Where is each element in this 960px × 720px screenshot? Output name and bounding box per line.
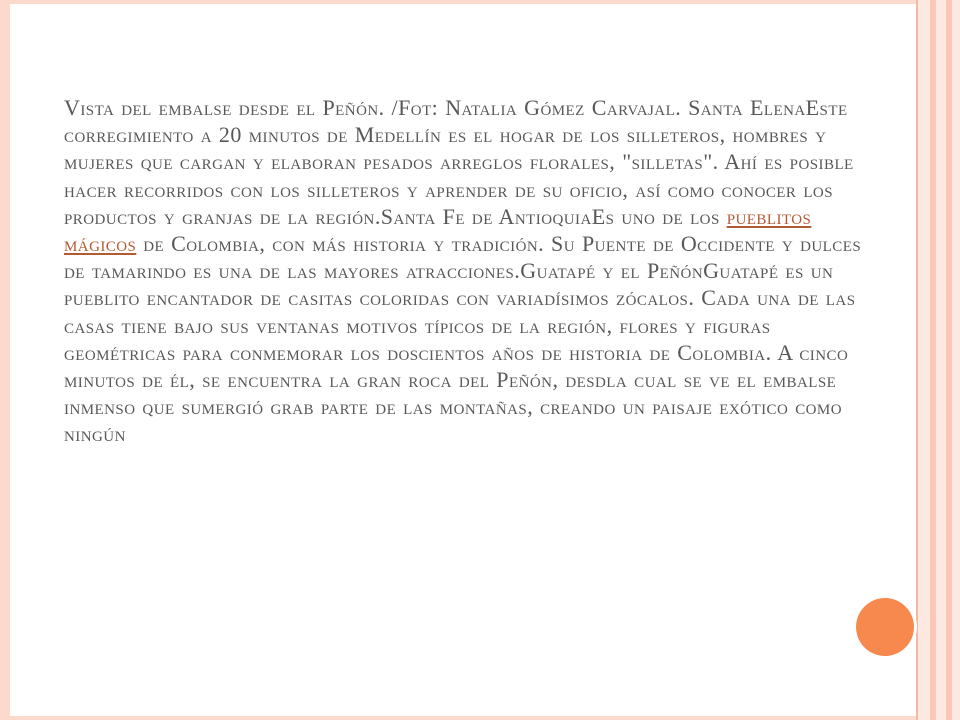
left-border-decoration (0, 0, 10, 720)
accent-circle-decoration (856, 598, 914, 656)
right-stripe-decoration (918, 0, 960, 720)
bottom-border-decoration (10, 716, 916, 720)
slide-body-text (64, 94, 884, 448)
top-border-decoration (10, 0, 916, 4)
pueblitos-magicos-link[interactable]: pueblitos mágicos (64, 203, 812, 257)
body-text-part-1: Vista del embalse desde el Peñón. /Fot: Natalia Gómez Carvajal. Santa ElenaEste corregimiento a 20 minutos de Medellín es el hogar de los silleteros, hombres y mujeres que cargan y elaboran pesados arreglos florales, "silletas". Ahí es posible hacer recorridos con los silleteros y aprender de su oficio, así como conocer los productos y granjas de la región.Santa Fe de AntioquiaEs uno de los (64, 95, 854, 229)
body-text-part-2: de Colombia, con más historia y tradición. Su Puente de Occidente y dulces de tamarindo es una de las mayores atracciones.Guatapé y el PeñónGuatapé es un pueblito encantador de casitas coloridas con variadísimos zócalos. Cada una de las casas tiene bajo sus ventanas motivos típicos de la región, flores y figuras geométricas para conmemorar los doscientos años de historia de Colombia. A cinco minutos de él, se encuentra la gran roca del Peñón, desdla cual se ve el embalse inmenso que sumergió grab parte de las montañas, creando un paisaje exótico como ningún (64, 231, 862, 447)
